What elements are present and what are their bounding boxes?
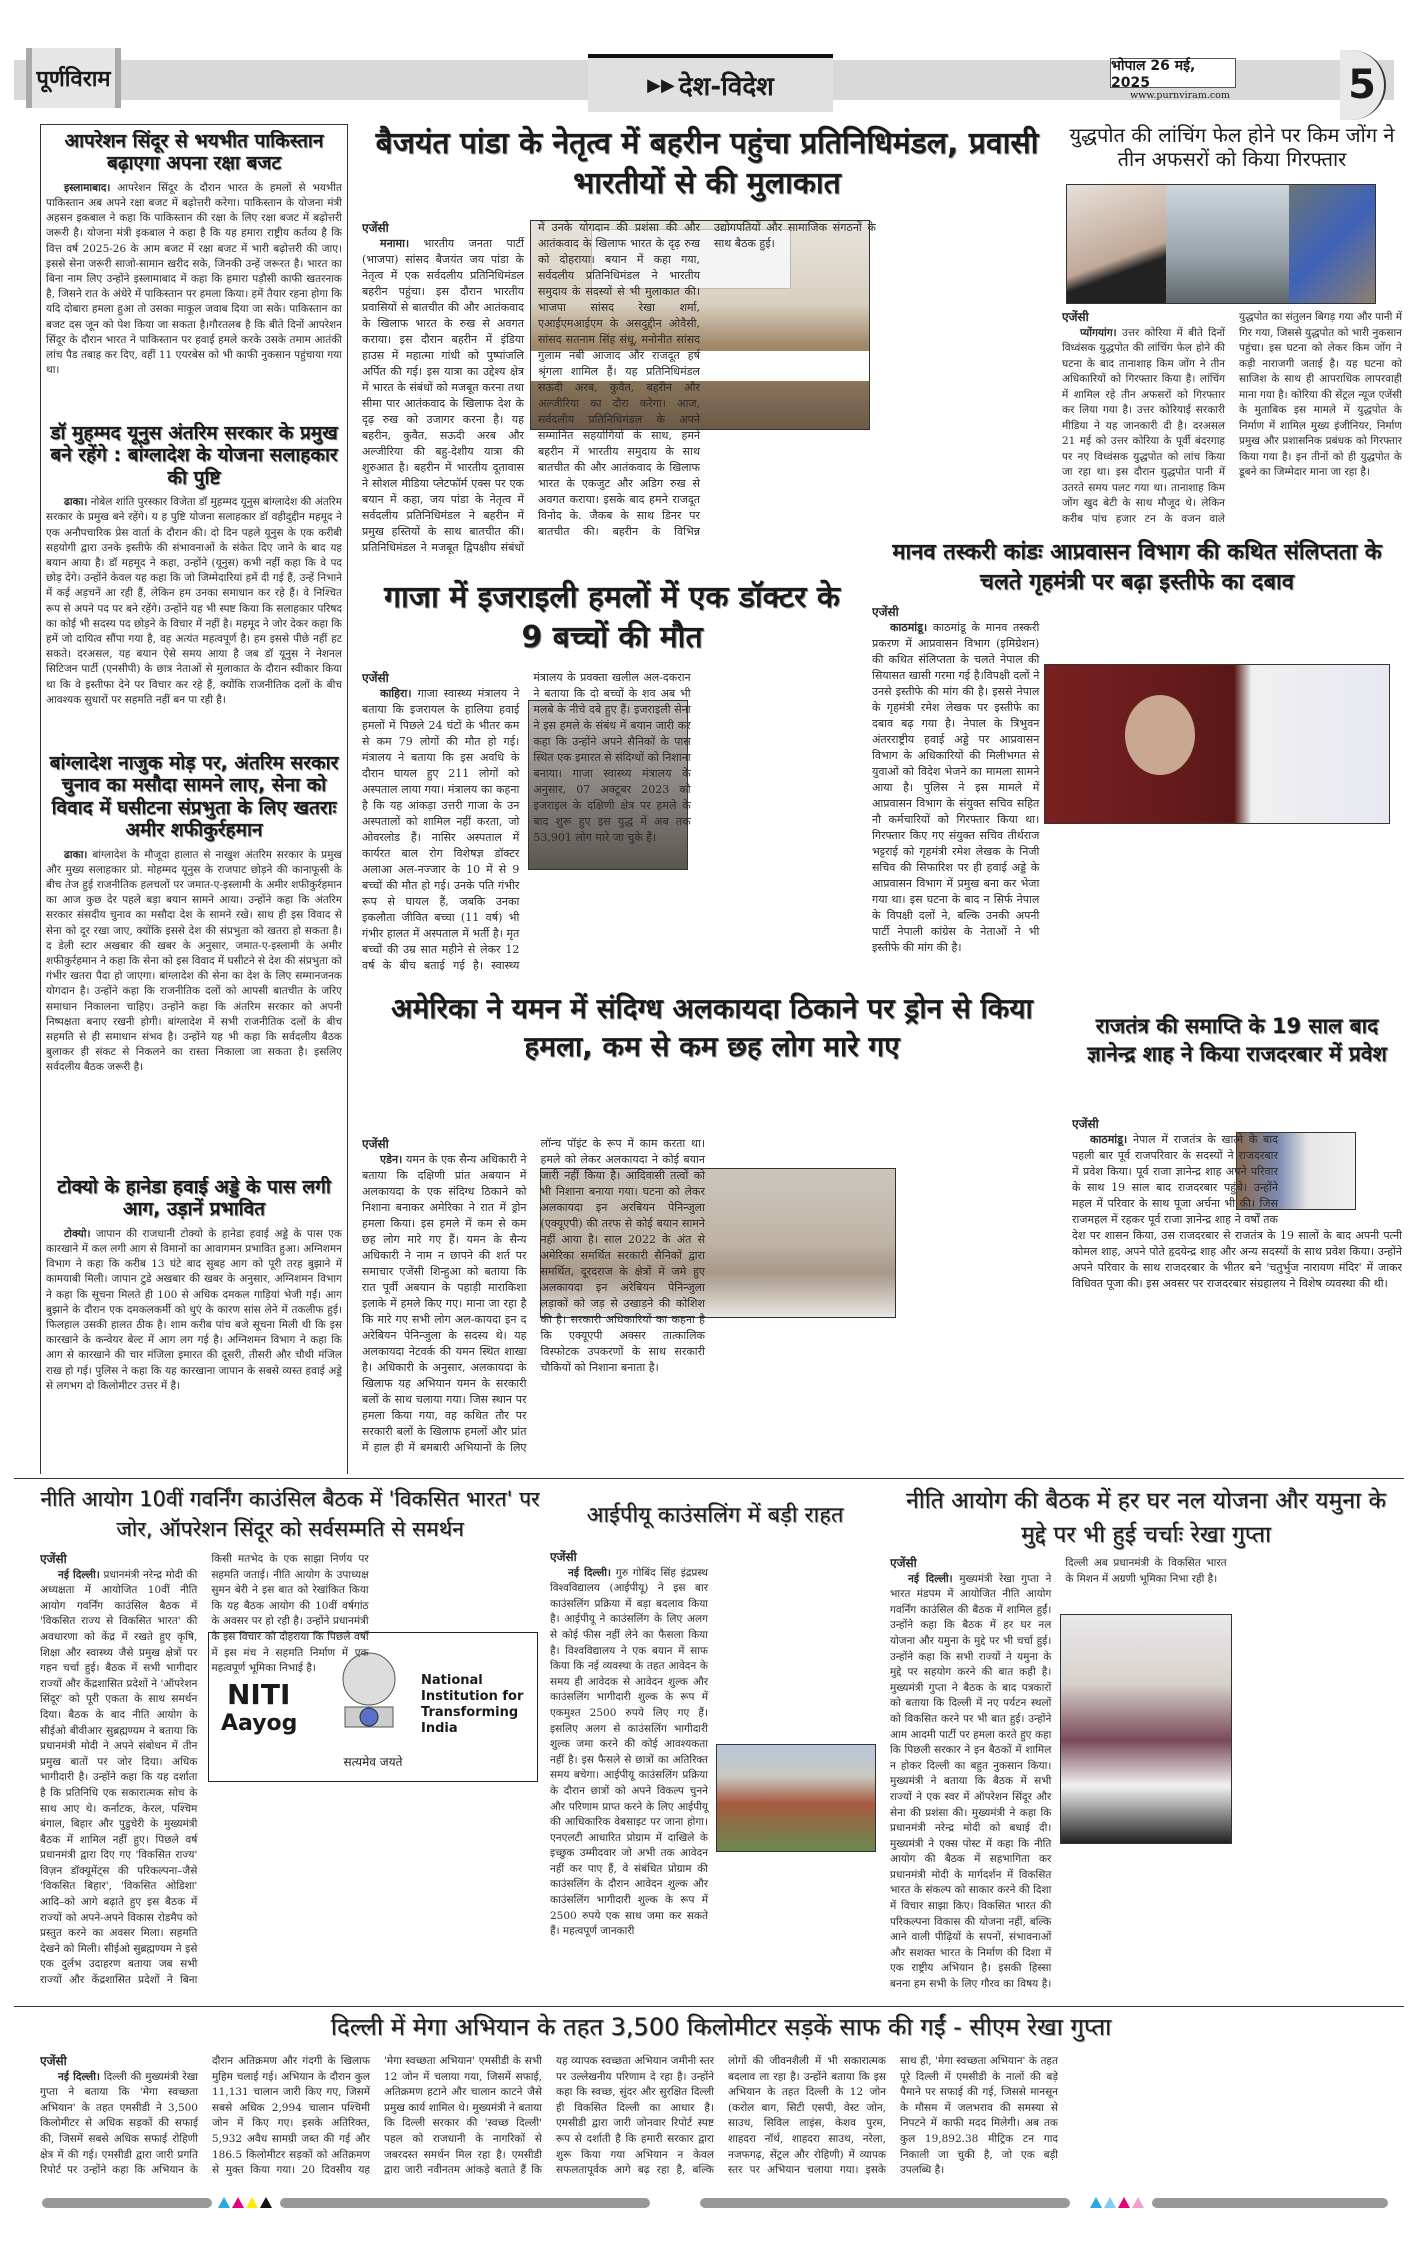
agency-byline: एजेंसी — [1072, 1117, 1099, 1131]
body-text: उत्तर कोरिया में बीते दिनों विध्वंसक युद्धपोत की लांचिंग फेल होने की घटना के बाद तानाशाह किम जोंग ने तीन अधिकारियों को गिरफ्तार किया है। लांचिंग में शामिल रहे तीन अफसरों को गिरफ्तार कर लिया गया है। उत्तर कोरियाई सरकारी मीडिया ने यह जानकारी दी है। दरअसल 21 मई को उत्तर कोरिया के पूर्वी बंदरगाह पर नए विध्वंसक युद्धपोत को लांच किया जा रहा था। इस दौरान युद्धपोत पानी में उतरते समय पलट गया था। तानाशाह किम जोंग खुद बेटी के साथ मौजूद थे। लेकिन करीब पांच हजार टन के वजन वाले युद्धपोत का संतुलन बिगड़ गया और पानी में गिर गया, जिससे युद्धपोत को भारी नुकसान पहुंचा। इस घटना को लेकर किम जोंग ने कड़ी नाराजगी जताई है। यह घटना को साजिश के साथ ही आपराधिक लापरवाही माना गया है। कोरिया की सेंट्रल न्यूज एजेंसी के मुताबिक इस मामले में युद्धपोत के निर्माण में शामिल मुख्य इंजीनियर, निर्माण प्रमुख और प्रशासनिक प्रबंधक को गिरफ्तार किया गया है। इन तीनों को ही युद्धपोत के डूबने का जिम्मेदार माना जा रहा है। — [1062, 311, 1402, 525]
section-divider — [14, 1478, 1404, 1479]
article-bangladesh — [46, 752, 342, 1174]
footer-bar — [42, 2198, 212, 2208]
headline: नीति आयोग 10वीं गवर्निंग काउंसिल बैठक में 'विकसित भारत' पर जोर, ऑपरेशन सिंदूर को सर्वसम्मति से समर्थन — [40, 1487, 540, 1541]
registration-mark-magenta — [232, 2197, 244, 2208]
agency-byline: एजेंसी — [872, 605, 899, 619]
logo-aayog: Aayog — [221, 1711, 298, 1736]
footer-bar — [700, 2198, 1070, 2208]
body-text: गाजा स्वास्थ्य मंत्रालय ने बताया कि इजरायल के हालिया हवाई हमलों में पिछले 24 घंटों के भीतर कम से कम 79 लोगों की मौत हो गई। मंत्रालय ने बताया कि इस अवधि के दौरान घायल हुए 211 लोगों को अस्पताल लाया गया। मंत्रालय का कहना है कि यह आंकड़ा उत्तरी गाजा के उन अस्पतालों को शामिल नहीं करता, जो ओवरलोड हैं। नासिर अस्पताल में कार्यरत बाल रोग विशेषज्ञ डॉक्टर अलाआ अल-नज्जार के 10 में से 9 बच्चों की मौत हो गई। उनके पति गंभीर रूप से घायल हैं, जबकि उनका इकलौता जीवित बच्चा (11 वर्ष) भी गंभीर हालत में अस्पताल में भर्ती है। मृत बच्चों की उम्र सात महीने से लेकर 12 वर्ष के बीच बताई गई है। स्वास्थ्य मंत्रालय के प्रवक्ता खलील अल-दकरान ने बताया कि दो बच्चों के शव अब भी मलबे के नीचे दबे हुए हैं। इजराइली सेना ने इस हमले के संबंध में बयान जारी कर कहा कि उन्होंने अपने सैनिकों के पास स्थित एक इमारत से संदिग्धों को निशाना बनाया। गाजा स्वास्थ्य मंत्रालय के अनुसार, 07 अक्टूबर 2023 को इजराइल के दक्षिणी क्षेत्र पर हमले के बाद शुरू हुए इस युद्ध में अब तक 53,901 लोग मारे जा चुके हैं। — [362, 671, 691, 972]
website-link[interactable]: www.purnviram.com — [1130, 90, 1230, 101]
footer-bar — [280, 2198, 650, 2208]
article-body — [1072, 1116, 1402, 1466]
article-body — [40, 2054, 1402, 2190]
article-yemen — [362, 990, 1062, 1470]
dateline: नई दिल्ली। — [568, 1566, 611, 1579]
headline: नीति आयोग की बैठक में हर घर नल योजना और यमुना के मुद्दे पर भी हुई चर्चाः रेखा गुप्ता — [906, 1488, 1386, 1548]
article-body — [362, 220, 1052, 570]
agency-byline: एजेंसी — [362, 221, 389, 235]
article-body — [40, 1552, 540, 1998]
edition-date: भोपाल 26 मई, 2025 — [1110, 58, 1236, 88]
dateline: प्योंगयांग। — [1080, 326, 1117, 339]
headline: अमेरिका ने यमन में संदिग्ध अलकायदा ठिकाने पर ड्रोन से किया हमला, कम से कम छह लोग मारे गए — [391, 992, 1033, 1063]
logo-niti: NITI — [227, 1678, 291, 1711]
dateline: नई दिल्ली। — [58, 2070, 101, 2083]
article-body — [46, 1227, 342, 1394]
article-delhi-roads — [40, 2010, 1402, 2192]
agency-byline: एजेंसी — [1062, 310, 1089, 324]
body-text: काठमांडू के मानव तस्करी प्रकरण में आप्रवासन विभाग (इमिग्रेशन) की कथित संलिप्तता के चलते नेपाल की सियासत खासी गरमा गई है।विपक्षी दलों ने उनसे इस्तीफे की मांग की है। इससे नेपाल के गृहमंत्री रमेश लेखक पर इस्तीफे का दबाव बढ़ गया है। नेपाल के त्रिभुवन अंतरराष्ट्रीय हवाई अड्डे पर आप्रवासन विभाग के अधिकारियों की मिलीभगत से युवाओं को विदेश भेजने का मामला सामने आया है। पुलिस ने इस मामले में आप्रवासन विभाग के संयुक्त सचिव सहित नौ कर्मचारियों को गिरफ्तार किया था। गिरफ्तार किए गए संयुक्त सचिव तीर्थराज भट्टराई को गृहमंत्री रमेश लेखक के निजी सचिव की सिफारिश पर ही हवाई अड्डे के आप्रवासन विभाग में प्रमुख बना कर भेजा गया था। इस घटना के बाद न सिर्फ नेपाल के विपक्षी दलों ने, बल्कि उनकी अपनी पार्टी नेपाली कांग्रेस के नेताओं ने भी इस्तीफे की मांग की है। — [872, 621, 1040, 954]
kim-warship-photo — [1066, 184, 1376, 304]
article-body — [550, 1550, 880, 1998]
dateline: काठमांडू। — [1090, 1133, 1128, 1146]
body-text: गुरु गोबिंद सिंह इंद्रप्रस्थ विश्वविद्यालय (आईपीयू) ने इस बार काउंसलिंग प्रक्रिया में बड़ा बदलाव किया है। आईपीयू ने काउंसलिंग के लिए अलग से कोई फीस नहीं लेने का फैसला किया है। विश्वविद्यालय ने एक बयान में साफ किया कि नई व्यवस्था के तहत आवेदन के समय ही आवेदक से आवेदन शुल्क और काउंसलिंग भागीदारी शुल्क के रूप में एकमुश्त 2500 रुपये लिए गए हैं। इसलिए अलग से काउंसलिंग भागीदारी शुल्क जमा करने की कोई आवश्यकता नहीं है। इस फैसले से छात्रों का अतिरिक्त समय बचेगा। आईपीयू काउंसलिंग प्रक्रिया के दौरान छात्रों को अपने विकल्प चुनने और परिणाम प्राप्त करने के लिए आईपीयू की आधिकारिक वेबसाइट पर जाना होगा। एनएलटी आधारित प्रोग्राम में दाखिले के इच्छुक उम्मीदवार जो अभी तक आवेदन नहीं कर पाए हैं, वे संबंधित प्रोग्राम की काउंसलिंग के दौरान आवेदन शुल्क और काउंसलिंग भागीदारी शुल्क के रूप में 2500 रुपये एक साथ जमा कर सकते हैं। महत्वपूर्ण जानकारी — [550, 1566, 708, 1938]
body-text: प्रधानमंत्री नरेन्द्र मोदी की अध्यक्षता में आयोजित 10वीं नीति आयोग गवर्निंग काउंसिल बैठक में 'विकसित राज्य से विकसित भारत' की अवधारणा को केंद्र में रखते हुए कृषि, शिक्षा और स्वास्थ्य जैसे प्रमुख क्षेत्रों पर गहन चर्चा हुई। बैठक में सभी भागीदार राज्यों और केंद्रशासित प्रदेशों ने 'ऑपरेशन सिंदूर' को पूरी एकता के साथ समर्थन दिया। बैठक के बाद नीति आयोग के सीईओ बीवीआर सुब्रह्मण्यम ने बताया कि प्रधानमंत्री मोदी ने अपने संबोधन में तीन प्रमुख बातों पर जोर दिया। अधिक भागीदारी है। उन्होंने कहा कि यह दर्शाता है कि प्रतिनिधि एक सकारात्मक सोच के साथ आए थे। कर्नाटक, केरल, पश्चिम बंगाल, बिहार और पुडुचेरी के मुख्यमंत्री बैठक में शामिल नहीं हुए। पिछले वर्ष प्रधानमंत्री द्वारा दिए गए 'विकसित राज्य' विज़न डॉक्यूमेंट्स की परिकल्पना–जैसे 'विकसित बिहार', 'विकसित ओडिशा' आदि–को आगे बढ़ाते हुए इस बैठक में राज्यों को अपने-अपने विकास रोडमैप को प्रस्तुत करने का अवसर मिला। सहमति देखने को मिली। सीईओ सुब्रह्मण्यम ने इसे एक दुर्लभ उदाहरण बताया जब सभी राज्यों और केंद्रशासित प्रदेशों ने बिना किसी मतभेद के एक साझा निर्णय पर सहमति जताई। नीति आयोग के उपाध्यक्ष सुमन बेरी ने इस बात को रेखांकित किया कि यह बैठक आयोग की 10वीं वर्षगांठ के अवसर पर हो रही है। उन्होंने प्रधानमंत्री के इस विचार को दोहराया कि पिछले वर्षों में इस मंच ने सहमति निर्माण में एक महत्वपूर्ण भूमिका निभाई है। — [40, 1553, 369, 1987]
registration-mark-yellow — [246, 2197, 258, 2208]
section-title — [588, 54, 833, 112]
agency-byline: एजेंसी — [362, 671, 389, 685]
article-body — [362, 670, 862, 975]
article-body — [1062, 310, 1402, 530]
headline: आईपीयू काउंसलिंग में बड़ी राहत — [586, 1503, 844, 1528]
dateline: ढाका। — [64, 848, 88, 861]
agency-byline: एजेंसी — [40, 1552, 67, 1566]
article-gaza — [362, 578, 862, 978]
registration-mark-cyan — [1090, 2197, 1102, 2208]
logo-motto: सत्यमेव जयते — [343, 1755, 403, 1769]
article-body — [890, 1556, 1402, 1998]
agency-byline: एजेंसी — [890, 1556, 917, 1570]
article-nepal-trafficking — [872, 538, 1402, 1008]
headline: डॉ मुहम्मद यूनुस अंतरिम सरकार के प्रमुख बने रहेंगे : बांग्लादेश के योजना सलाहकार की पुष्टि — [50, 422, 338, 489]
page-number: 5 — [1340, 50, 1386, 120]
capsized-ship-image — [1289, 185, 1375, 303]
warship-image — [1166, 185, 1289, 303]
article-kim — [1062, 124, 1402, 534]
article-bahrain — [362, 124, 1052, 574]
registration-mark-black — [260, 2197, 272, 2208]
article-niti — [40, 1484, 540, 2002]
dateline: इस्लामाबाद। — [64, 181, 111, 194]
registration-mark-magenta — [1118, 2197, 1130, 2208]
body-text: नोबेल शांति पुरस्कार विजेता डॉ मुहम्मद यूनुस बांग्लादेश की अंतरिम सरकार के प्रमुख बने रहेंगे। य ह पुष्टि योजना सलाहकार डॉ वहीदुद्दीन महमूद ने एक अनौपचारिक प्रेस वार्ता के दौरान की। दो दिन पहले यूनुस के एक करीबी सहयोगी द्वारा उनके इस्तीफे की संभावनाओं के संकेत दिए जाने के बाद यह बयान आया है। डॉ महमूद ने कहा, उन्होंने (यूनुस) कभी नहीं कहा कि वे पद छोड़ देंगे। उन्होंने केवल यह कहा कि जो जिम्मेदारियां हमें दी गई हैं, उन्हें निभाने में कई अड़चनें आ रही हैं, लेकिन हम उनका समाधान कर रहे हैं। वे निश्चित रूप से अपने पद पर बने रहेंगे। उन्होंने यह भी स्पष्ट किया कि सलाहकार परिषद का कोई भी सदस्य पद छोड़ने के विचार में नहीं है। महमूद ने जोर देकर कहा कि हमें जो दायित्व सौंपा गया है, वह अत्यंत महत्वपूर्ण है। हम इससे पीछे नहीं हट सकते। दरअसल, यह बयान ऐसे समय आया है जब डॉ यूनुस ने नेशनल सिटिजन पार्टी (एनसीपी) के छात्र नेताओं से मुलाकात के दौरान स्वीकार किया था कि वे इस्तीफा देने पर विचार कर रहे हैं, क्योंकि राजनीतिक दलों के बीच आवश्यक सुधारों पर सहमति नहीं बन पा रही है। — [46, 496, 342, 706]
headline: दिल्ली में मेगा अभियान के तहत 3,500 किलोमीटर सड़कें साफ की गईं - सीएम रेखा गुप्ता — [330, 2013, 1112, 2041]
article-body — [872, 604, 1402, 1004]
article-rekha — [890, 1484, 1402, 2002]
kim-portrait — [1067, 185, 1166, 303]
double-arrow-icon: ▶▶ — [647, 74, 675, 96]
agency-byline: एजेंसी — [550, 1550, 577, 1564]
section-name: देश-विदेश — [678, 72, 774, 102]
article-nepal-king — [1072, 1012, 1402, 1472]
headline: मानव तस्करी कांडः आप्रवासन विभाग की कथित संलिप्तता के चलते गृहमंत्री पर बढ़ा इस्तीफे का दबाव — [892, 540, 1382, 595]
agency-byline: एजेंसी — [362, 1137, 389, 1151]
body-text: मुख्यमंत्री रेखा गुप्ता ने भारत मंडपम में आयोजित नीति आयोग गवर्निंग काउंसिल की बैठक में शामिल हुईं। उन्होंने कहा कि बैठक में हर घर नल योजना और यमुना के मुद्दे पर भी चर्चा हुई। उन्होंने कहा कि सभी राज्यों ने यमुना के मुद्दे पर सहयोग करने की बात कही है। मुख्यमंत्री गुप्ता ने बैठक के बाद पत्रकारों को बताया कि दिल्ली में नए पर्यटन स्थलों को विकसित करने पर भी बात हुई। उन्होंने आम आदमी पार्टी पर हमला करते हुए कहा कि पिछली सरकार ने इन बैठकों में शामिल न होकर दिल्ली का बहुत नुकसान किया। मुख्यमंत्री ने बताया कि बैठक में सभी राज्यों ने एक स्वर में ऑपरेशन सिंदूर और सेना की प्रशंसा की। मुख्यमंत्री ने कहा कि प्रधानमंत्री नरेन्द्र मोदी को बधाई दी। मुख्यमंत्री ने एक्स पोस्ट में कहा कि नीति आयोग की बैठक में सहभागिता कर प्रधानमंत्री मोदी के मार्गदर्शन में विकसित भारत के संकल्प को साकार करने की दिशा में विचार साझा किए। विकसित भारत की परिकल्पना विकास की योजना नहीं, बल्कि आने वाली पीढ़ियों के सपनों, संभावनाओं और सशक्त भारत के निर्माण की दिशा में एक राष्ट्रीय अभियान है। इसकी हिस्सा बनना हम सभी के लिए गौरव का विषय है। दिल्ली अब प्रधानमंत्री के विकसित भारत के मिशन में अग्रणी भूमिका निभा रही है। — [890, 1557, 1227, 1991]
dateline: एडेन। — [380, 1153, 403, 1166]
agency-byline: एजेंसी — [40, 2054, 67, 2068]
registration-mark-pink — [1132, 2197, 1144, 2208]
body-text: भारतीय जनता पार्टी (भाजपा) सांसद बैजयंत जय पांडा के नेतृत्व में एक सर्वदलीय प्रतिनिधिमंडल बहरीन पहुंचा। इस दौरान भारतीय प्रवासियों से बातचीत की और आतंकवाद के खिलाफ भारत के रुख से अवगत कराया। इस दौरान बहरीन में इंडिया हाउस में महात्मा गांधी को पुष्पांजलि अर्पित की गई। इस यात्रा का उद्देश्य क्षेत्र में भारत के संबंधों को मजबूत करना तथा सीमा पार आतंकवाद के खिलाफ देश के दृढ़ रुख को उजागर करना है। यह बहरीन, कुवैत, सऊदी अरब और अल्जीरिया की बहु-देशीय यात्रा की शुरुआत है। बहरीन में भारतीय दूतावास ने सोशल मीडिया प्लेटफॉर्म एक्स पर एक बयान में कहा, जय पांडा के नेतृत्व में सर्वदलीय प्रतिनिधिमंडल ने बहरीन में प्रमुख हस्तियों के साथ बातचीत की। प्रतिनिधिमंडल ने मजबूत द्विपक्षीय संबंधों में उनके योगदान की प्रशंसा की और आतंकवाद के खिलाफ भारत के दृढ़ रुख को दोहराया। बयान में कहा गया, सर्वदलीय प्रतिनिधिमंडल ने भारतीय समुदाय के सदस्यों से भी मुलाकात की। भाजपा सांसद रेखा शर्मा, एआईएमआईएम के असदुद्दीन ओवैसी, सांसद सतनाम सिंह संधू, मनोनीत सांसद गुलाम नबी आजाद और राजदूत हर्ष श्रृंगला शामिल हैं। यह प्रतिनिधिमंडल सऊदी अरब, कुवैत, बहरीन और अल्जीरिया का दौरा करेगा। आज, सर्वदलीय प्रतिनिधिमंडल के अपने सम्मानित सहयोगियों के साथ, हमने बहरीन में भारतीय समुदाय के साथ बातचीत की और आतंकवाद के खिलाफ भारत के एकजुट और अडिग रुख से अवगत कराया। इसके बाद हमने राजदूत विनोद के. जैकब के साथ डिनर पर बातचीत की। बहरीन के विभिन्न उद्योगपतियों और सामाजिक संगठनों के साथ बैठक हुई। — [362, 221, 876, 554]
headline: गाजा में इजराइली हमलों में एक डॉक्टर के 9 बच्चों की मौत — [384, 580, 840, 655]
registration-mark-light-cyan — [1104, 2197, 1116, 2208]
headline: युद्धपोत की लांचिंग फेल होने पर किम जोंग ने तीन अफसरों को किया गिरफ्तार — [1069, 124, 1395, 171]
article-yunus — [46, 422, 342, 750]
registration-mark-cyan — [218, 2197, 230, 2208]
article-body — [46, 495, 342, 708]
article-body — [46, 181, 342, 379]
dateline: ढाका। — [64, 496, 88, 509]
headline: टोक्यो के हानेडा हवाई अड्डे के पास लगी आग, उड़ानें प्रभावित — [57, 1176, 331, 1221]
body-text: जापान की राजधानी टोक्यो के हानेडा हवाई अड्डे के पास एक कारखाने में कल लगी आग से विमानों का आवागमन प्रभावित हुआ। अग्निशमन विभाग ने कहा कि करीब 13 घंटे बाद सुबह आग को पूरी तरह बुझाने में कामयाबी मिली। जापान टुडे अखबार की खबर के अनुसार, अग्निशमन विभाग ने कहा कि सूचना मिलते ही 100 से अधिक दमकल गाड़ियां भेजी गईं। आग बुझाने के दौरान एक दमकलकर्मी को धुएं के कारण सांस लेने में तकलीफ हुई। फिलहाल उसकी हालत ठीक है। शाम करीब पांच बजे सूचना मिली थी कि इस कारखाने के कन्वेयर बेल्ट में आग लग गई है। अग्निशमन विभाग ने कहा कि आग से कारखाने की चार मंजिला इमारत की दूसरी, तीसरी और चौथी मंजिल राख हो गई। पुलिस ने कहा कि यह कारखाना जापान के सबसे व्यस्त हवाई अड्डे से लगभग दो किलोमीटर उत्तर में है। — [46, 1227, 342, 1392]
section-divider — [14, 2006, 1404, 2007]
body-text: यमन के एक सैन्य अधिकारी ने बताया कि दक्षिणी प्रांत अबयान में अलकायदा के एक संदिग्ध ठिकाने को निशाना बनाकर अमेरिका ने रात में ड्रोन हमला किया। इस हमले में कम से कम छह लोग मारे गए हैं। यमन के सैन्य अधिकारी ने नाम न छापने की शर्त पर समाचार एजेंसी शिन्हुआ को बताया कि रात पूर्वी अबयान के पहाड़ी माराकिशा इलाके में हमले किए गए। माना जा रहा है कि मारे गए सभी लोग अल-कायदा इन द अरेबियन पेनिन्जुला के सदस्य थे। यह अलकायदा नेटवर्क की यमन स्थित शाखा है। अधिकारी के अनुसार, अलकायदा के खिलाफ यह अभियान यमन के सरकारी बलों के साथ चलाया गया। जिस स्थान पर हमला किया गया, वह कथित तौर पर सरकारी बलों के खिलाफ हमलों और प्रांत में हाल ही में बमबारी अभियानों के लिए लॉन्च पॉइंट के रूप में काम करता था। हमले को लेकर अलकायदा ने कोई बयान जारी नहीं किया है। आदिवासी तत्वों को भी निशाना बनाया गया। घटना को लेकर अलकायदा इन अरबियन पेनिन्जुला (एक्यूएपी) की तरफ से कोई बयान सामने नहीं आया है। साल 2022 के अंत से अमेरिका समर्थित सरकारी सैनिकों द्वारा समर्थित, दूरदराज के क्षेत्रों में जमे हुए अलकायदा इन अरेबियन पेनिन्जुला लड़ाकों को जड़ से उखाड़ने की कोशिश की है। सरकारी अधिकारियों का कहना है कि एक्यूएपी अक्सर तात्कालिक विस्फोटक उपकरणों के साथ सरकारी चौकियों को निशाना बनाता है। — [362, 1137, 705, 1454]
footer-bar — [1152, 2198, 1388, 2208]
dateline: काठमांडू। — [890, 621, 928, 634]
dateline: मनामा। — [380, 237, 410, 250]
body-text: नेपाल में राजतंत्र के खात्मे के बाद पहली बार पूर्व राजपरिवार के सदस्यों ने राजदरबार में प्रवेश किया। पूर्व राजा ज्ञानेन्द्र शाह अपने परिवार के साथ 19 साल बाद राजदरबार पहुंचे। उन्होंने महल में परिवार के साथ पूजा अर्चना भी की। जिस राजमहल में रहकर पूर्व राजा ज्ञानेन्द्र शाह ने वर्षों तक देश पर शासन किया, उस राजदरबार से राजतंत्र के 19 सालों के बाद अपनी पत्नी कोमल शाह, अपने पोते हृदयेन्द्र शाह और अन्य सदस्यों के साथ प्रवेश किया। उन्होंने अपने परिवार के साथ राजदरबार के भीतर बने 'चतुर्भुज नारायण मंदिर' में जाकर विधिवत पूजा की। इस अवसर पर राजदरबार संग्रहालय ने विशेष व्यवस्था की थी। — [1072, 1133, 1402, 1290]
newspaper-logo: पूर्णविराम — [26, 48, 121, 108]
body-text: आपरेशन सिंदूर के दौरान भारत के हमलों से भयभीत पाकिस्तान अब अपने रक्षा बजट में बढ़ोत्तरी करेगा। पाकिस्तान के योजना मंत्री अहसन इकबाल ने कहा कि पाकिस्तान की रक्षा के लिए रक्षा बजट में बढ़ोत्तरी जरूरी है। योजना मंत्री इकबाल ने कहा है कि यह हमारा राष्ट्रीय कर्तव्य है कि वित्त वर्ष 2025-26 के आम बजट में रक्षा बजट में भारी बढ़ोत्तरी की जाए। इससे सेना जरूरी साजो-सामान खरीद सके, जिनकी उन्हें जरूरत है। भारत का बिना नाम लिए उन्होंने इस्लामाबाद में कहा कि हमारा पड़ौसी काफी खतरनाक है, जिसने रात के अंधेरे में पाकिस्तान पर हमला किया। हमें तैयार रहना होगा कि यदि दोबारा हमला हुआ तो उसका माकूल जवाब दिया जा सके। पाकिस्तान का बजट दस जून को पेश किया जा सकता है।गौरतलब है कि बीते दिनों आपरेशन सिंदूर के दौरान भारत ने पाकिस्तान पर हवाई हमले करके उसके तमाम आतंकी लांच पैड तबाह कर दिए, वहीं 11 एयरबेस को भी काफी नुकसान पहुंचाया गया था। — [46, 181, 342, 377]
dateline: नई दिल्ली। — [908, 1572, 953, 1585]
headline: बांग्लादेश नाजुक मोड़ पर, अंतरिम सरकार चुनाव का मसौदा सामने लाए, सेना को विवाद में घसीटना संप्रभुता के लिए खतराः अमीर शफीकुर्रहमान — [49, 752, 339, 842]
body-text: बांग्लादेश के मौजूदा हालात से नाखुश अंतरिम सरकार के प्रमुख और मुख्य सलाहकार प्रो. मोहम्मद यूनुस के राजपाट छोड़ने की कानाफूसी के बीच तेज हुई राजनीतिक हलचलों पर जमात-ए-इस्लामी के अमीर शफीकुर्रहमान का आज कुछ देर पहले बड़ा बयान सामने आया। उन्होंने कहा कि अंतरिम सरकार संसदीय चुनाव का मसौदा देश के सामने रखे। साथ ही इस विवाद से सेना को दूर रखा जाए, क्योंकि इससे देश की संप्रभुता को खतरा हो सकता है। द डेली स्टार अखबार की खबर के अनुसार, जमात-ए-इस्लामी के अमीर शफीकुर्रहमान ने कहा कि सेना को इस विवाद में घसीटने से देश की संप्रभुता को गंभीर खतरा पैदा हो जाएगा। बांग्लादेश की सेना का देश के लिए सम्मानजनक योगदान है। उन्होंने कहा कि राजनीतिक दलों को आपसी बातचीत के जरिए समाधान निकालना चाहिए। उन्होंने कहा कि अंतरिम सरकार को अपनी निष्पक्षता बनाए रखनी होगी। बांग्लादेश में सभी राजनीतिक दलों के बीच सहमति से ही समाधान संभव है। उन्होंने यह भी कहा कि सर्वदलीय बैठक बुलाकर ही संकट से निकलने का रास्ता निकाला जा सकता है। इसलिए सर्वदलीय बैठक जरूरी है। — [46, 848, 342, 1074]
article-tokyo — [46, 1176, 342, 1472]
dateline: टोक्यो। — [64, 1227, 91, 1240]
article-body — [46, 848, 342, 1076]
logo-full-name: National Institution for Transforming India — [421, 1673, 524, 1736]
body-text: दिल्ली की मुख्यमंत्री रेखा गुप्ता ने बताया कि 'मेगा स्वच्छता अभियान' के तहत एमसीडी ने 3,500 किलोमीटर से अधिक सड़कों की सफाई की, जिसमें सबसे अधिक सफाई रोहिणी क्षेत्र में की गई। एमसीडी द्वारा जारी प्रगति रिपोर्ट पर उन्होंने कहा कि अभियान के दौरान अतिक्रमण और गंदगी के खिलाफ मुहिम चलाई गई। अभियान के दौरान कुल 11,131 चालान जारी किए गए, जिसमें सबसे अधिक 2,994 चालान पश्चिमी जोन में किए गए। इसके अतिरिक्त, 5,932 अवैध सामग्री जब्त की गई और 186.5 किलोमीटर सड़कों को अतिक्रमण से मुक्त किया गया। 20 दिवसीय यह 'मेगा स्वच्छता अभियान' एमसीडी के सभी 12 जोन में चलाया गया, जिसमें सफाई, अतिक्रमण हटाने और चालान काटने जैसे प्रमुख कार्य शामिल थे। मुख्यमंत्री ने बताया कि दिल्ली सरकार की 'स्वच्छ दिल्ली' पहल को राजधानी के नागरिकों से जबरदस्त समर्थन मिल रहा है। एमसीडी द्वारा जारी नवीनतम आंकड़े बताते हैं कि यह व्यापक स्वच्छता अभियान जमीनी स्तर पर उल्लेखनीय परिणाम दे रहा है। उन्होंने कहा कि स्वच्छ, सुंदर और सुरक्षित दिल्ली ही विकसित दिल्ली का आधार है। एमसीडी द्वारा जारी जोनवार रिपोर्ट स्पष्ट रूप से दर्शाती है कि हमारी सरकार द्वारा शुरू किया गया अभियान न केवल सफलतापूर्वक आगे बढ़ रहा है, बल्कि लोगों की जीवनशैली में भी सकारात्मक बदलाव ला रहा है। उन्होंने बताया कि इस अभियान के तहत दिल्ली के 12 जोन (करोल बाग, सिटी एसपी, वेस्ट जोन, साउथ, सिविल लाइंस, केशव पुरम, शाहदरा नॉर्थ, शाहदरा साउथ, नरेला, नजफगढ़, सेंट्रल और रोहिणी) में व्यापक स्तर पर अभियान चलाया गया। इसके साथ ही, 'मेगा स्वच्छता अभियान' के तहत पूरे दिल्ली में एमसीडी के नालों की बड़े पैमाने पर सफाई की गई, जिससे मानसून के मौसम में जलभराव की समस्या से निपटने में काफी मदद मिलेगी। अब तक कुल 19,892.38 मीट्रिक टन गाद निकाली जा चुकी है, जो एक बड़ी उपलब्धि है। — [40, 2055, 1058, 2177]
headline: राजतंत्र की समाप्ति के 19 साल बाद ज्ञानेन्द्र शाह ने किया राजदरबार में प्रवेश — [1087, 1014, 1387, 1066]
dateline: नई दिल्ली। — [58, 1568, 100, 1581]
dateline: काहिरा। — [380, 687, 412, 700]
article-pak-budget — [46, 130, 342, 420]
article-body — [362, 1136, 1062, 1466]
article-ipu — [550, 1484, 880, 2002]
headline: बैजयंत पांडा के नेतृत्व में बहरीन पहुंचा प्रतिनिधिमंडल, प्रवासी भारतीयों से की मुलाकात — [375, 126, 1039, 201]
headline: आपरेशन सिंदूर से भयभीत पाकिस्तान बढ़ाएगा अपना रक्षा बजट — [64, 130, 324, 175]
